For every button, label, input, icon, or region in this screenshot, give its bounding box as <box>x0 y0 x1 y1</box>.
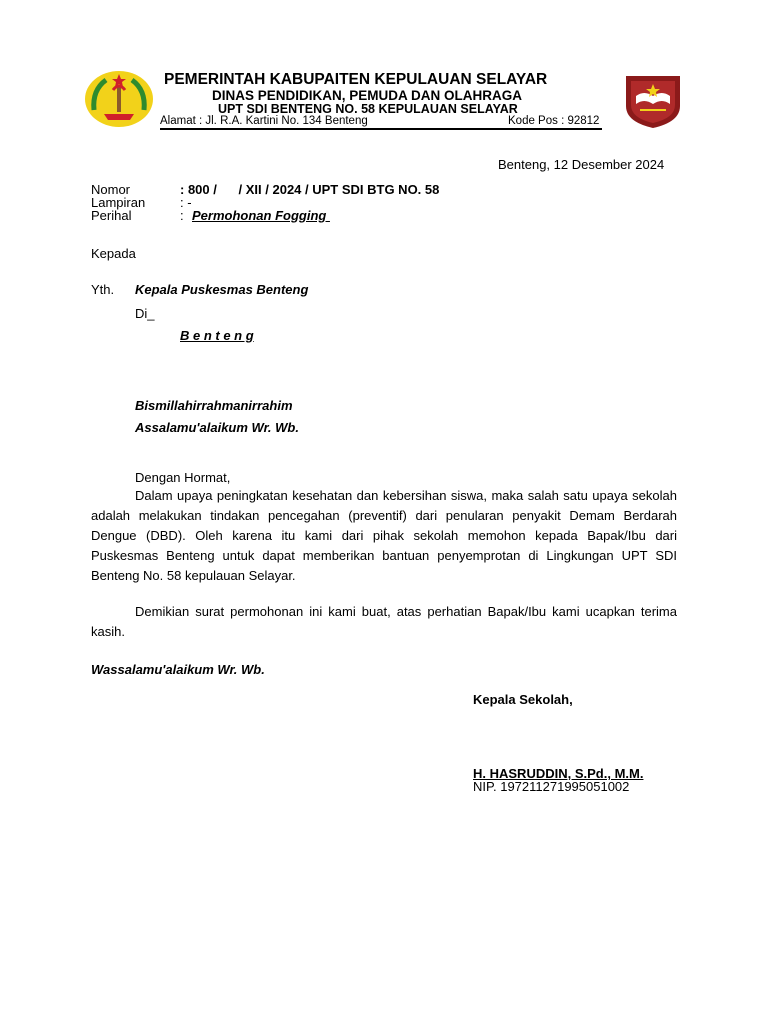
body-paragraph-1-text: Dalam upaya peningkatan kesehatan dan kebersihan siswa, maka salah satu upaya sekolah adalah melakukan tindakan pencegahan (preventif) dari penularan penyakit Demam Berdarah Dengue (DBD). Oleh karena itu kami dari pihak sekolah memohon kepada Bapak/Ibu dari Puskesmas Benteng untuk dapat memberikan bantuan penyemprotan di Lingkungan UPT SDI Benteng No. 58 kepulauan Selayar. <box>91 488 677 583</box>
letter-date: Benteng, 12 Desember 2024 <box>498 157 665 172</box>
bismillah: Bismillahirrahmanirrahim <box>135 398 293 413</box>
nomor-label: Nomor <box>91 182 131 197</box>
nomor-value: : 800 / / XII / 2024 / UPT SDI BTG NO. 58 <box>180 182 440 197</box>
signer-nip: NIP. 197211271995051002 <box>473 779 630 794</box>
recipient-name: Kepala Puskesmas Benteng <box>135 282 309 297</box>
greeting: Dengan Hormat, <box>135 470 231 485</box>
perihal-colon: : <box>180 208 184 223</box>
kepada-label: Kepada <box>91 246 136 261</box>
letterhead-school: UPT SDI BENTENG NO. 58 KEPULAUAN SELAYAR <box>218 102 518 116</box>
recipient-place: B e n t e n g <box>180 328 254 343</box>
body-paragraph-2-text: Demikian surat permohonan ini kami buat, atas perhatian Bapak/Ibu kami ucapkan terima kasih. <box>91 604 677 639</box>
letterhead-divider <box>160 128 602 130</box>
letterhead-government: PEMERINTAH KABUPAITEN KEPULAUAN SELAYAR <box>164 71 548 88</box>
recipient-di: Di_ <box>135 306 155 321</box>
lampiran-label: Lampiran <box>91 195 146 210</box>
opening-salam: Assalamu'alaikum Wr. Wb. <box>135 420 299 435</box>
regency-emblem-logo <box>84 70 154 128</box>
lampiran-value: : - <box>180 195 192 210</box>
body-paragraph-1 <box>91 486 677 586</box>
letterhead-address: Alamat : Jl. R.A. Kartini No. 134 Benteng <box>160 115 368 127</box>
signer-name: H. HASRUDDIN, S.Pd., M.M. <box>473 766 644 781</box>
closing-salam: Wassalamu'alaikum Wr. Wb. <box>91 662 265 677</box>
perihal-value: Permohonan Fogging <box>192 208 330 223</box>
letterhead-department: DINAS PENDIDIKAN, PEMUDA DAN OLAHRAGA <box>212 88 523 103</box>
letterhead-postal-code: Kode Pos : 92812 <box>508 115 600 127</box>
education-office-shield-logo <box>622 70 684 130</box>
perihal-label: Perihal <box>91 208 132 223</box>
body-paragraph-2 <box>91 602 677 642</box>
yth-label: Yth. <box>91 282 115 297</box>
signer-position: Kepala Sekolah, <box>473 692 573 707</box>
